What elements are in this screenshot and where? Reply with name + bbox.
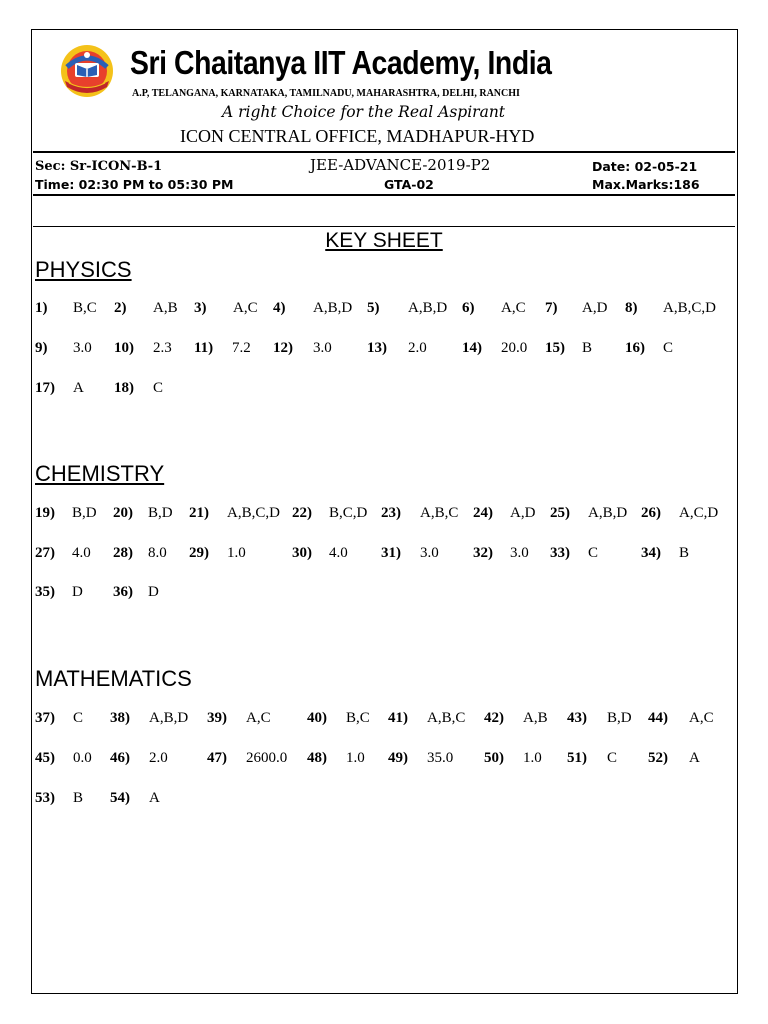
answer-value: D (148, 584, 159, 600)
test-code: GTA-02 (384, 177, 434, 192)
answer-value: C (588, 545, 599, 561)
answer-value: A,C (501, 300, 526, 316)
question-number: 33) (550, 545, 570, 561)
question-number: 22) (292, 505, 312, 521)
answer-value: B,D (72, 505, 97, 521)
answer-value: A,B (523, 710, 548, 726)
question-number: 15) (545, 340, 565, 356)
answer-value: A,B,D (588, 505, 628, 521)
answer-value: A,B,D (408, 300, 448, 316)
exam-time: Time: 02:30 PM to 05:30 PM (35, 177, 234, 192)
question-number: 51) (567, 750, 587, 766)
question-number: 3) (194, 300, 207, 316)
answer-value: A,D (510, 505, 536, 521)
question-number: 9) (35, 340, 48, 356)
question-number: 8) (625, 300, 638, 316)
question-number: 27) (35, 545, 55, 561)
question-number: 42) (484, 710, 504, 726)
question-number: 29) (189, 545, 209, 561)
institute-name: Sri Chaitanya IIT Academy, India (130, 44, 552, 81)
answer-value: A,B,C (420, 505, 459, 521)
answer-value: B (679, 545, 690, 561)
exam-name: JEE-ADVANCE-2019-P2 (310, 156, 491, 174)
answer-value: A,B (153, 300, 178, 316)
answer-value: 4.0 (329, 545, 348, 561)
answer-value: 3.0 (73, 340, 92, 356)
question-number: 32) (473, 545, 493, 561)
question-number: 45) (35, 750, 55, 766)
answer-value: A,B,D (149, 710, 189, 726)
question-number: 28) (113, 545, 133, 561)
question-number: 20) (113, 505, 133, 521)
answer-value: A,B,C,D (663, 300, 716, 316)
question-number: 35) (35, 584, 55, 600)
question-number: 48) (307, 750, 327, 766)
branch-list: A.P, TELANGANA, KARNATAKA, TAMILNADU, MAHARASHTRA, DELHI, RANCHI (132, 88, 520, 99)
section-title-physics: PHYSICS (35, 257, 132, 282)
question-number: 13) (367, 340, 387, 356)
answer-value: D (72, 584, 83, 600)
answer-value: A,C (246, 710, 271, 726)
answer-value: 35.0 (427, 750, 454, 766)
answer-value: 4.0 (72, 545, 91, 561)
answer-value: 3.0 (313, 340, 332, 356)
question-number: 41) (388, 710, 408, 726)
question-number: 7) (545, 300, 558, 316)
question-number: 36) (113, 584, 133, 600)
question-number: 11) (194, 340, 214, 356)
answer-value: B,D (148, 505, 173, 521)
question-number: 43) (567, 710, 587, 726)
question-number: 24) (473, 505, 493, 521)
answer-value: B (582, 340, 593, 356)
title-divider (33, 226, 735, 227)
answer-value: A (149, 790, 160, 806)
answer-value: A,B,C (427, 710, 466, 726)
answer-value: C (153, 380, 164, 396)
answer-value: 0.0 (73, 750, 92, 766)
question-number: 37) (35, 710, 55, 726)
answer-value: 1.0 (227, 545, 246, 561)
question-number: 52) (648, 750, 668, 766)
answer-value: B,C (346, 710, 370, 726)
answer-value: 2.0 (149, 750, 168, 766)
answer-value: C (607, 750, 618, 766)
question-number: 1) (35, 300, 48, 316)
answer-value: A,C,D (679, 505, 719, 521)
question-number: 14) (462, 340, 482, 356)
question-number: 47) (207, 750, 227, 766)
answer-value: A,B,D (313, 300, 353, 316)
answer-value: 3.0 (510, 545, 529, 561)
answer-value: A (689, 750, 700, 766)
answer-value: B (73, 790, 84, 806)
question-number: 39) (207, 710, 227, 726)
question-number: 40) (307, 710, 327, 726)
answer-value: A,D (582, 300, 608, 316)
answer-value: B,D (607, 710, 632, 726)
question-number: 34) (641, 545, 661, 561)
answer-value: 20.0 (501, 340, 528, 356)
question-number: 26) (641, 505, 661, 521)
question-number: 6) (462, 300, 475, 316)
section-title-chemistry: CHEMISTRY (35, 461, 165, 486)
question-number: 46) (110, 750, 130, 766)
answer-value: 1.0 (346, 750, 365, 766)
question-number: 12) (273, 340, 293, 356)
question-number: 19) (35, 505, 55, 521)
question-number: 49) (388, 750, 408, 766)
academy-logo-icon (59, 43, 115, 99)
question-number: 18) (114, 380, 134, 396)
question-number: 2) (114, 300, 127, 316)
answer-value: 8.0 (148, 545, 167, 561)
max-marks: Max.Marks:186 (592, 177, 700, 192)
question-number: 50) (484, 750, 504, 766)
answer-value: 2.0 (408, 340, 427, 356)
answer-value: B,C,D (329, 505, 368, 521)
tagline: A right Choice for the Real Aspirant (222, 103, 506, 121)
answer-value: 7.2 (232, 340, 251, 356)
answer-value: A,B,C,D (227, 505, 280, 521)
office-name: ICON CENTRAL OFFICE, MADHAPUR-HYD (180, 126, 535, 146)
question-number: 54) (110, 790, 130, 806)
answer-value: 2600.0 (246, 750, 288, 766)
question-number: 44) (648, 710, 668, 726)
key-sheet-title: KEY SHEET (325, 229, 443, 252)
question-number: 5) (367, 300, 380, 316)
section-code: Sec: Sr-ICON-B-1 (35, 159, 163, 174)
question-number: 21) (189, 505, 209, 521)
question-number: 17) (35, 380, 55, 396)
question-number: 23) (381, 505, 401, 521)
question-number: 31) (381, 545, 401, 561)
answer-value: C (73, 710, 84, 726)
answer-value: C (663, 340, 674, 356)
section-title-mathematics: MATHEMATICS (35, 666, 192, 691)
question-number: 38) (110, 710, 130, 726)
question-number: 10) (114, 340, 134, 356)
question-number: 4) (273, 300, 286, 316)
answer-value: A,C (233, 300, 258, 316)
meta-divider (33, 194, 735, 196)
answer-value: A,C (689, 710, 714, 726)
question-number: 16) (625, 340, 645, 356)
answer-value: 3.0 (420, 545, 439, 561)
answer-value: A (73, 380, 84, 396)
answer-value: 2.3 (153, 340, 172, 356)
question-number: 53) (35, 790, 55, 806)
answer-value: 1.0 (523, 750, 542, 766)
question-number: 30) (292, 545, 312, 561)
header-divider (33, 151, 735, 153)
question-number: 25) (550, 505, 570, 521)
answer-value: B,C (73, 300, 97, 316)
exam-date: Date: 02-05-21 (592, 159, 698, 174)
